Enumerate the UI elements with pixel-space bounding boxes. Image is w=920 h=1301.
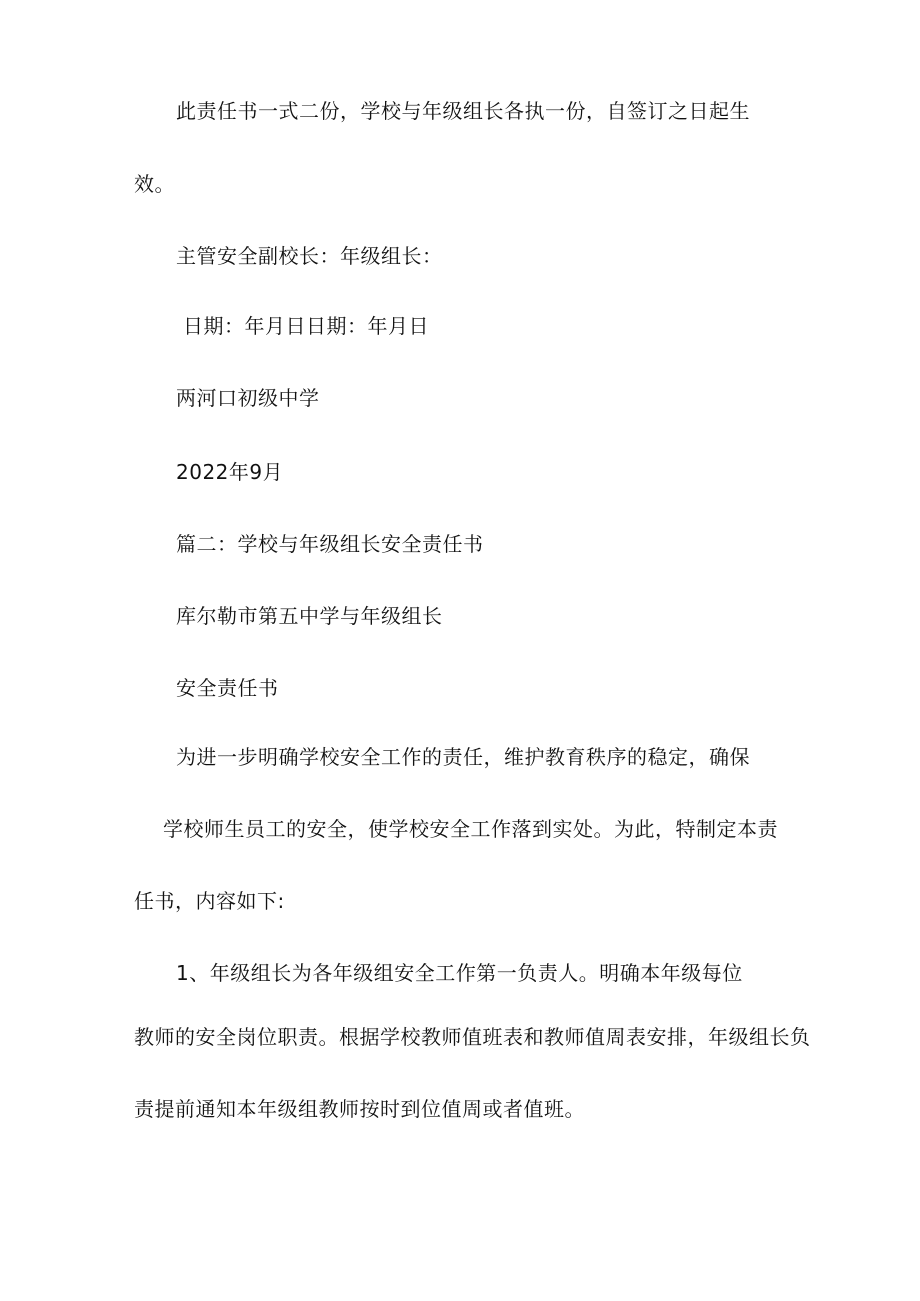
paragraph-line: 学校师生员工的安全，使学校安全工作落到实处。为此，特制定本责 xyxy=(163,817,778,841)
school-name: 两河口初级中学 xyxy=(176,386,320,410)
document-title-line-2: 安全责任书 xyxy=(176,676,279,700)
list-item-line: 教师的安全岗位职责。根据学校教师值班表和教师值周表安排，年级组长负 xyxy=(134,1025,811,1049)
paragraph-line: 效。 xyxy=(134,172,175,196)
issue-date: 2022年9月 xyxy=(176,460,284,484)
paragraph-line: 任书，内容如下: xyxy=(134,889,285,913)
date-line: 日期：年月日日期：年月日 xyxy=(183,314,429,338)
list-item-line: 责提前通知本年级组教师按时到位值周或者值班。 xyxy=(134,1097,585,1121)
list-item-line: 1、年级组长为各年级组安全工作第一负责人。明确本年级每位 xyxy=(176,961,743,985)
paragraph-line: 为进一步明确学校安全工作的责任，维护教育秩序的稳定，确保 xyxy=(176,745,750,769)
section-heading: 篇二：学校与年级组长安全责任书 xyxy=(176,532,484,556)
signature-line: 主管安全副校长：年级组长： xyxy=(176,244,443,268)
document-title-line-1: 库尔勒市第五中学与年级组长 xyxy=(176,604,443,628)
paragraph-line: 此责任书一式二份，学校与年级组长各执一份，自签订之日起生 xyxy=(176,99,750,123)
